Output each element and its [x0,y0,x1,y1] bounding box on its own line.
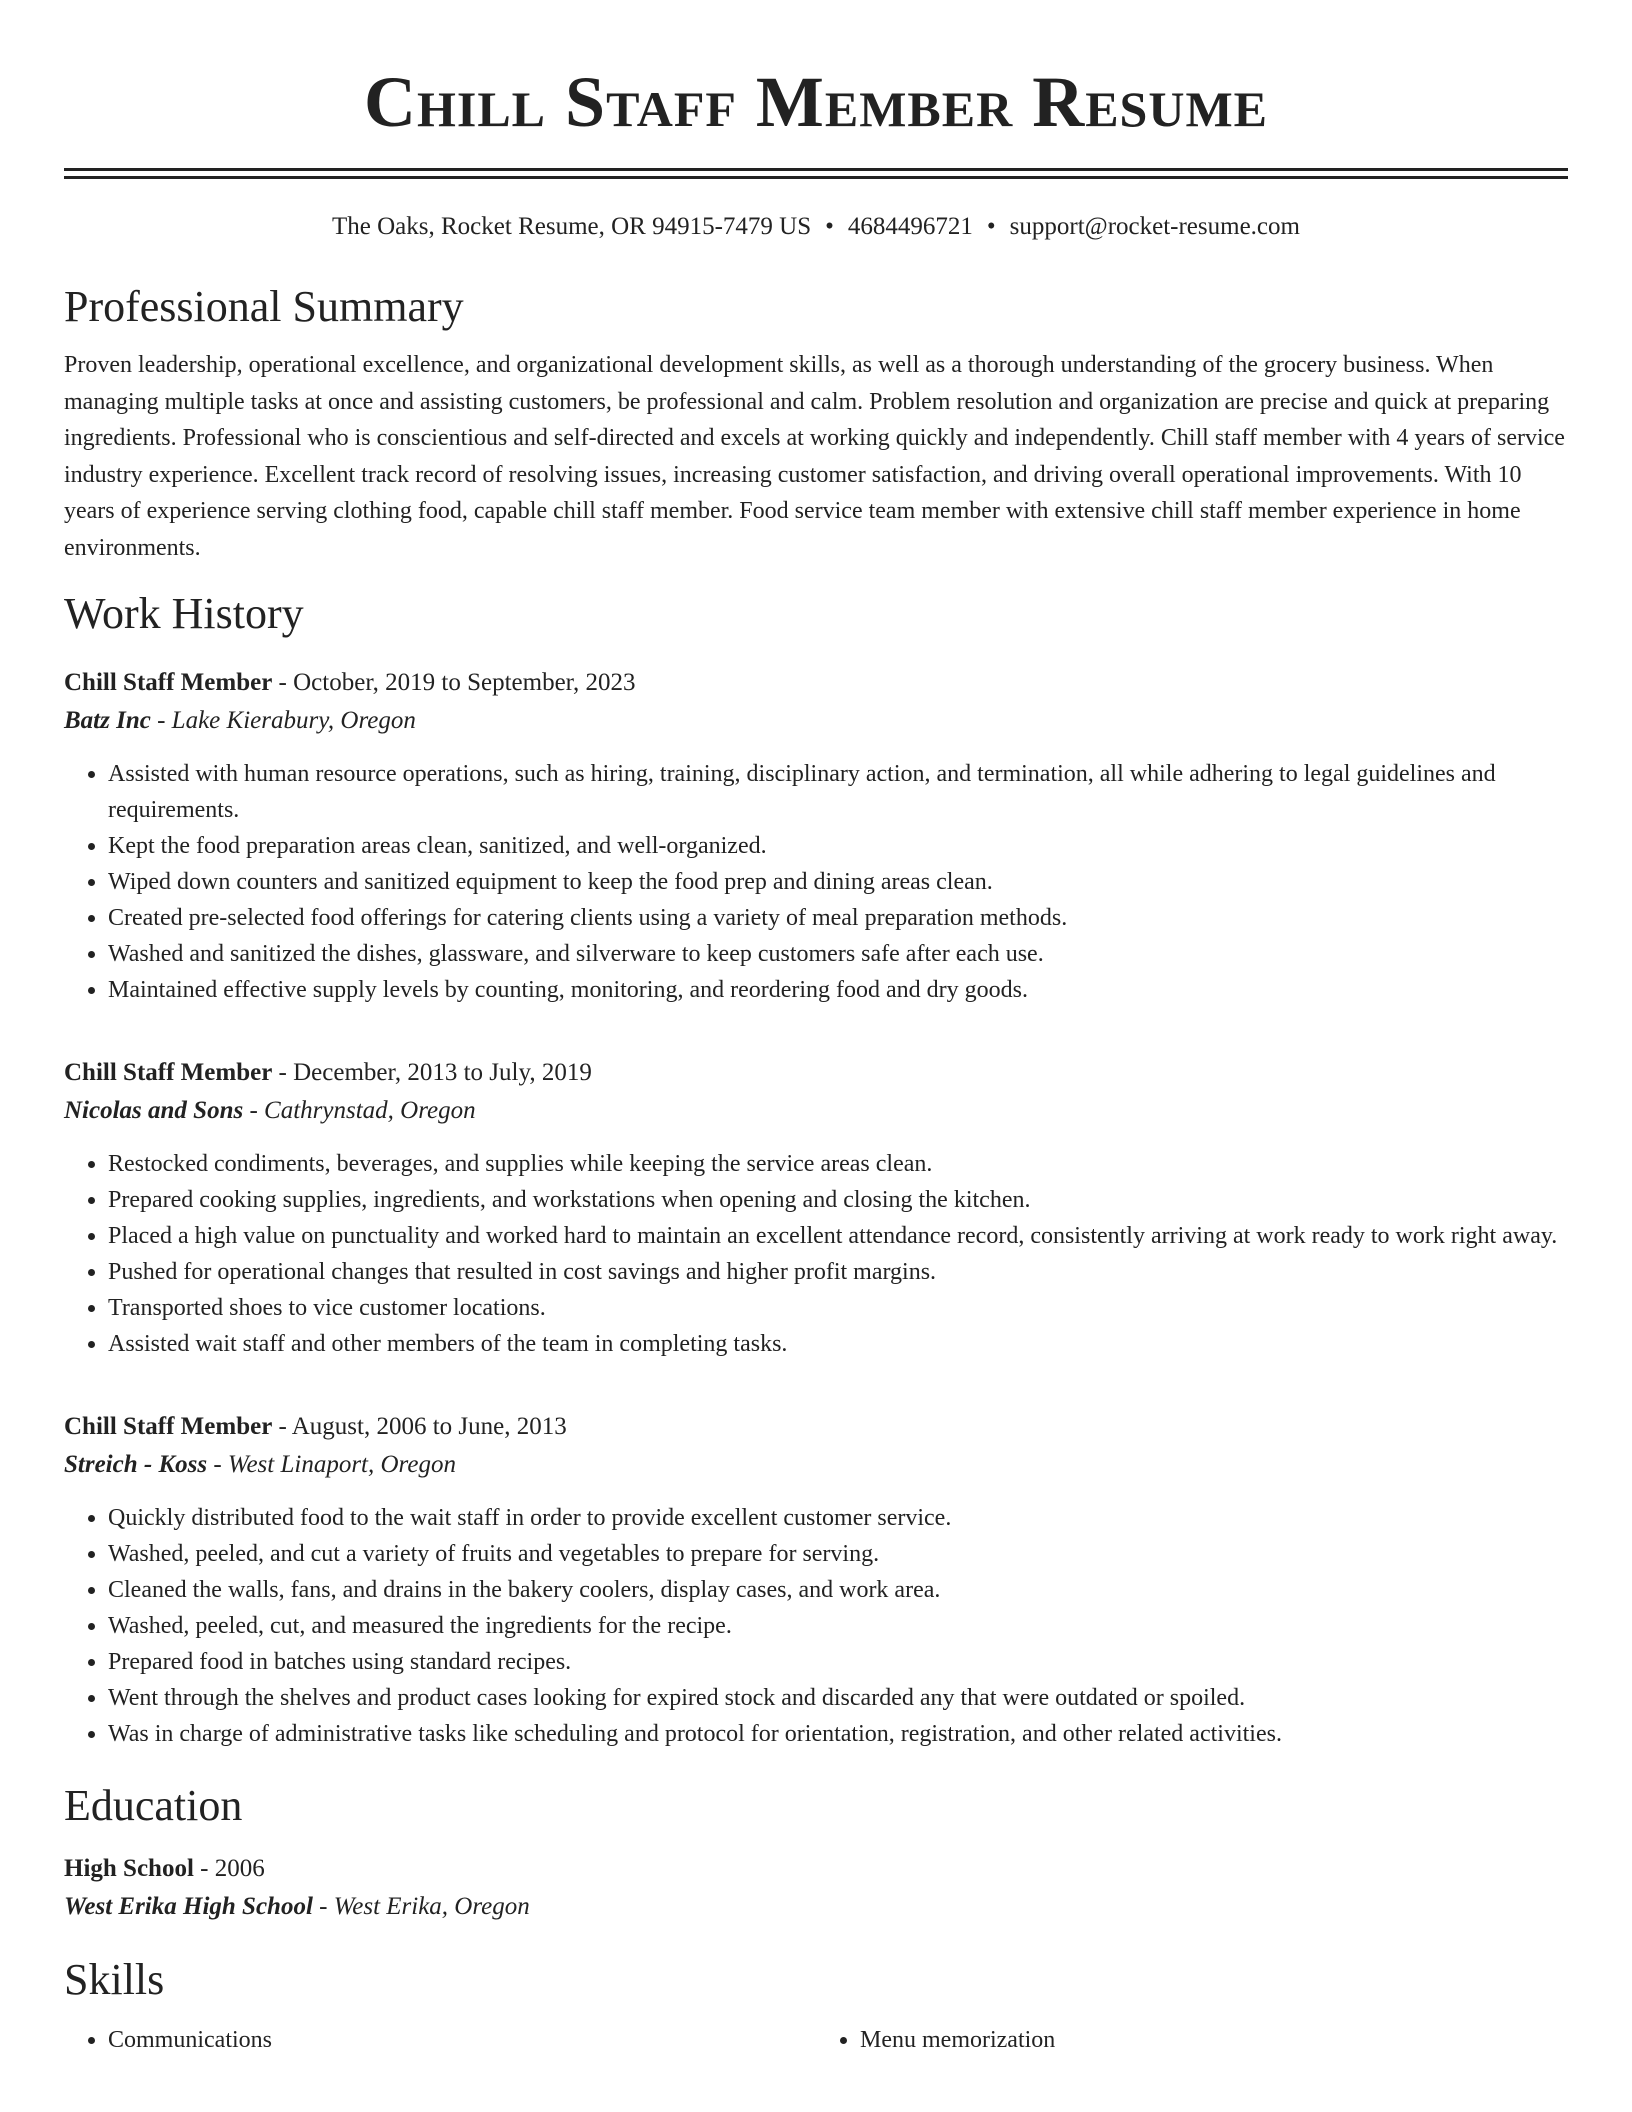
company-line [64,1092,1568,1130]
skills-list [64,2022,1568,2058]
list-item: • Restocked condiments, beverages, and supplies while keeping the service areas clean. [108,1146,1568,1182]
list-item: • Was in charge of administrative tasks like scheduling and protocol for orientation, registration, and other related activities. [108,1716,1568,1752]
company-name: Nicolas and Sons [64,1097,244,1124]
job-dates: - October, 2019 to September, 2023 [272,669,636,696]
company-name: Streich - Koss [64,1451,208,1478]
list-item: • Quickly distributed food to the wait staff in order to provide excellent customer service. [108,1500,1568,1536]
education-entry [64,1850,1568,1926]
work-history-heading: Work History [64,589,304,638]
education-heading: Education [64,1781,243,1830]
skills-heading: Skills [64,1955,165,2004]
skills-column-right [816,2022,1568,2058]
job-dates: - December, 2013 to July, 2019 [272,1059,592,1086]
skill-item: • Menu memorization [860,2022,1568,2058]
job-bullets [64,1500,1568,1752]
list-item: • Cleaned the walls, fans, and drains in the bakery coolers, display cases, and work area. [108,1572,1568,1608]
job-title-line [64,1408,1568,1446]
list-item: • Transported shoes to vice customer locations. [108,1290,1568,1326]
job-title: Chill Staff Member [64,1413,273,1440]
list-item: • Washed and sanitized the dishes, glassware, and silverware to keep customers safe after each use. [108,936,1568,972]
school-name: West Erika High School [64,1893,313,1920]
job-title-line [64,1054,1568,1092]
company-line [64,702,1568,740]
list-item: • Prepared cooking supplies, ingredients, and workstations when opening and closing the kitchen. [108,1182,1568,1218]
list-item: • Pushed for operational changes that resulted in cost savings and higher profit margins. [108,1254,1568,1290]
job-bullets [64,1146,1568,1362]
company-location: - West Linaport, Oregon [207,1451,456,1478]
list-item: • Washed, peeled, cut, and measured the ingredients for the recipe. [108,1608,1568,1644]
resume-title: Chill Staff Member Resume [363,62,1269,142]
skill-item: • Communications [108,2022,816,2058]
list-item: • Kept the food preparation areas clean, sanitized, and well-organized. [108,828,1568,864]
list-item: • Maintained effective supply levels by counting, monitoring, and reordering food and dry goods. [108,972,1568,1008]
job-title: Chill Staff Member [64,1059,273,1086]
contact-address: The Oaks, Rocket Resume, OR 94915-7479 US [332,213,812,240]
job-bullets [64,756,1568,1008]
list-item: • Assisted with human resource operations, such as hiring, training, disciplinary action, and termination, all while adhering to legal guidelines and requirements. [108,756,1568,828]
company-name: Batz Inc [64,707,151,734]
school-line [64,1888,1568,1926]
contact-phone: 4684496721 [847,213,973,240]
company-line [64,1446,1568,1484]
skills-column-left [64,2022,816,2058]
contact-separator: • [825,213,834,240]
job-title: Chill Staff Member [64,669,273,696]
job-entry [64,664,1568,1008]
list-item: • Washed, peeled, and cut a variety of fruits and vegetables to prepare for serving. [108,1536,1568,1572]
list-item: • Wiped down counters and sanitized equipment to keep the food prep and dining areas clean. [108,864,1568,900]
degree: High School [64,1855,194,1882]
company-location: - Cathrynstad, Oregon [243,1097,476,1124]
company-location: - Lake Kierabury, Oregon [150,707,416,734]
degree-line [64,1850,1568,1888]
contact-line [64,211,1568,243]
summary-heading: Professional Summary [64,282,464,331]
contact-email: support@rocket-resume.com [1009,213,1300,240]
list-item: • Assisted wait staff and other members of the team in completing tasks. [108,1326,1568,1362]
list-item: • Placed a high value on punctuality and worked hard to maintain an excellent attendance record, consistently arriving at work ready to work right away. [108,1218,1568,1254]
job-entry [64,1408,1568,1752]
list-item: • Went through the shelves and product cases looking for expired stock and discarded any that were outdated or spoiled. [108,1680,1568,1716]
job-title-line [64,664,1568,702]
job-dates: - August, 2006 to June, 2013 [272,1413,567,1440]
list-item: • Created pre-selected food offerings for catering clients using a variety of meal preparation methods. [108,900,1568,936]
title-divider [64,168,1568,179]
summary-text: Proven leadership, operational excellence, and organizational development skills, as well as a thorough understanding of the grocery business. When managing multiple tasks at once and assisting customers, be professional and calm. Problem resolution and organization are precise and quick at preparing ingredients. Professional who is conscientious and self-directed and excels at working quickly and independently. Chill staff member with 4 years of service industry experience. Excellent track record of resolving issues, increasing customer satisfaction, and driving overall operational improvements. With 10 years of experience serving clothing food, capable chill staff member. Food service team member with extensive chill staff member experience in home environments. [64,352,1565,561]
school-location: - West Erika, Oregon [312,1893,530,1920]
graduation-year: - 2006 [193,1855,265,1882]
list-item: • Prepared food in batches using standard recipes. [108,1644,1568,1680]
resume-page [64,0,1568,2058]
job-entry [64,1054,1568,1362]
contact-separator: • [986,213,996,240]
